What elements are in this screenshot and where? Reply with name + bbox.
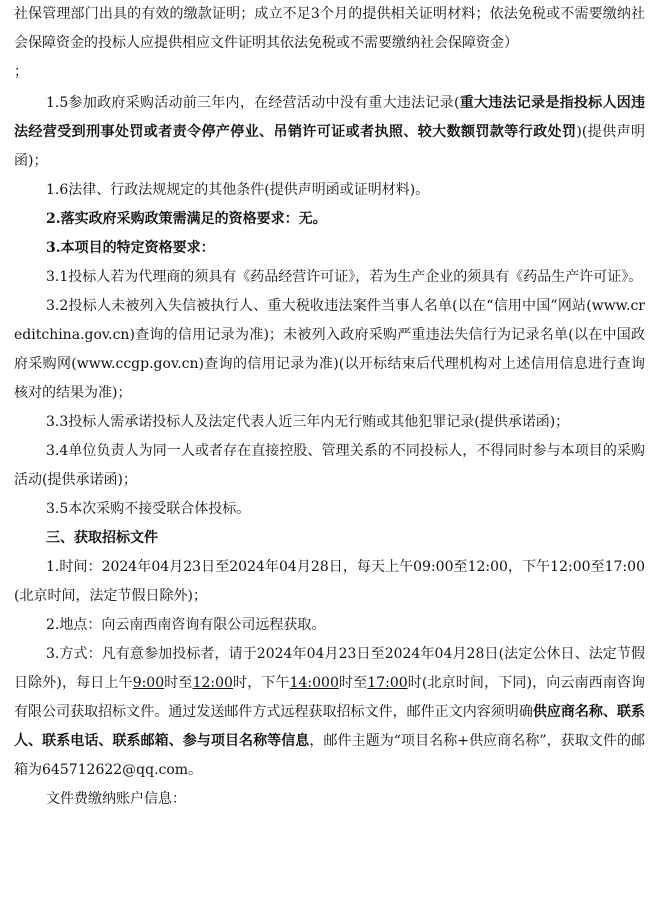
get-docs-method	[14, 640, 645, 785]
paragraph-social-security-continued: 社保管理部门出具的有效的缴款证明；成立不足3个月的提供相关证明材料；依法免税或不需要缴纳社会保障资金的投标人应提供相应文件证明其依法免税或不需要缴纳社会保障资金）	[14, 6, 645, 51]
heading-3: 3.本项目的特定资格要求：	[46, 240, 215, 256]
paragraph-semicolon: ；	[14, 64, 28, 80]
fee-account-label: 文件费缴纳账户信息：	[46, 791, 186, 807]
method-text-f: ，邮件主题为“项目名称+供应商名称”，获取文件的邮箱为645712622@qq.com。	[14, 733, 646, 778]
method-time-3: 14:000	[289, 675, 339, 691]
item-1-5	[14, 87, 645, 176]
item-3-3: 3.3投标人需承诺投标人及法定代表人近三年内无行贿或其他犯罪记录(提供承诺函)；	[46, 414, 570, 430]
method-time-1: 9:00	[132, 675, 165, 691]
item-1-5-suffix: )(提供声明函)；	[14, 124, 645, 169]
item-3-4: 3.4单位负责人为同一人或者存在直接控股、管理关系的不同投标人，不得同时参与本项目的采购活动(提供承诺函)；	[14, 443, 645, 488]
item-3-2: 3.2投标人未被列入失信被执行人、重大税收违法案件当事人名单(以在“信用中国”网站(www.creditchina.gov.cn)查询的信用记录为准)；未被列入政府采购严重违法失信行为记录名单(以在中国政府采购网(www.ccgp.gov.cn)查询的信用记录为准)(以开标结束后代理机构对上述信用信息进行查询核对的结果为准)；	[14, 298, 645, 401]
method-time-4: 17:00	[367, 675, 408, 691]
method-time-2: 12:00	[192, 675, 233, 691]
section-3-title: 三、获取招标文件	[46, 530, 158, 546]
get-docs-location: 2.地点：向云南西南咨询有限公司远程获取。	[46, 617, 326, 633]
item-1-5-bold: 重大违法记录是指投标人因违法经营受到刑事处罚或者责令停产停业、吊销许可证或者执照、较大数额罚款等行政处罚	[14, 95, 645, 140]
method-text-d: 时至	[338, 675, 368, 691]
item-1-6: 1.6法律、行政法规规定的其他条件(提供声明函或证明材料)。	[46, 182, 430, 198]
method-bold-required-info: 供应商名称、联系人、联系电话、联系邮箱、参与项目名称等信息	[14, 704, 646, 749]
item-3-1: 3.1投标人若为代理商的须具有《药品经营许可证》，若为生产企业的须具有《药品生产许可证》。	[46, 269, 643, 285]
item-3-5: 3.5本次采购不接受联合体投标。	[46, 501, 251, 517]
method-text-e: 时(北京时间，下同)，向云南西南咨询有限公司获取招标文件。通过发送邮件方式远程获取招标文件，邮件正文内容须明确	[14, 675, 646, 720]
get-docs-time: 1.时间：2024年04月23日至2024年04月28日，每天上午09:00至12:00，下午12:00至17:00(北京时间，法定节假日除外)；	[14, 559, 645, 604]
method-text-a: 3.方式：凡有意参加投标者，请于2024年04月23日至2024年04月28日(法定公休日、法定节假日除外)，每日上午	[14, 646, 645, 691]
heading-2: 2.落实政府采购政策需满足的资格要求：无。	[46, 211, 327, 227]
item-1-5-prefix: 1.5参加政府采购活动前三年内，在经营活动中没有重大违法记录(	[46, 95, 460, 111]
method-text-c: 时，下午	[232, 675, 290, 691]
method-text-b: 时至	[164, 675, 193, 691]
